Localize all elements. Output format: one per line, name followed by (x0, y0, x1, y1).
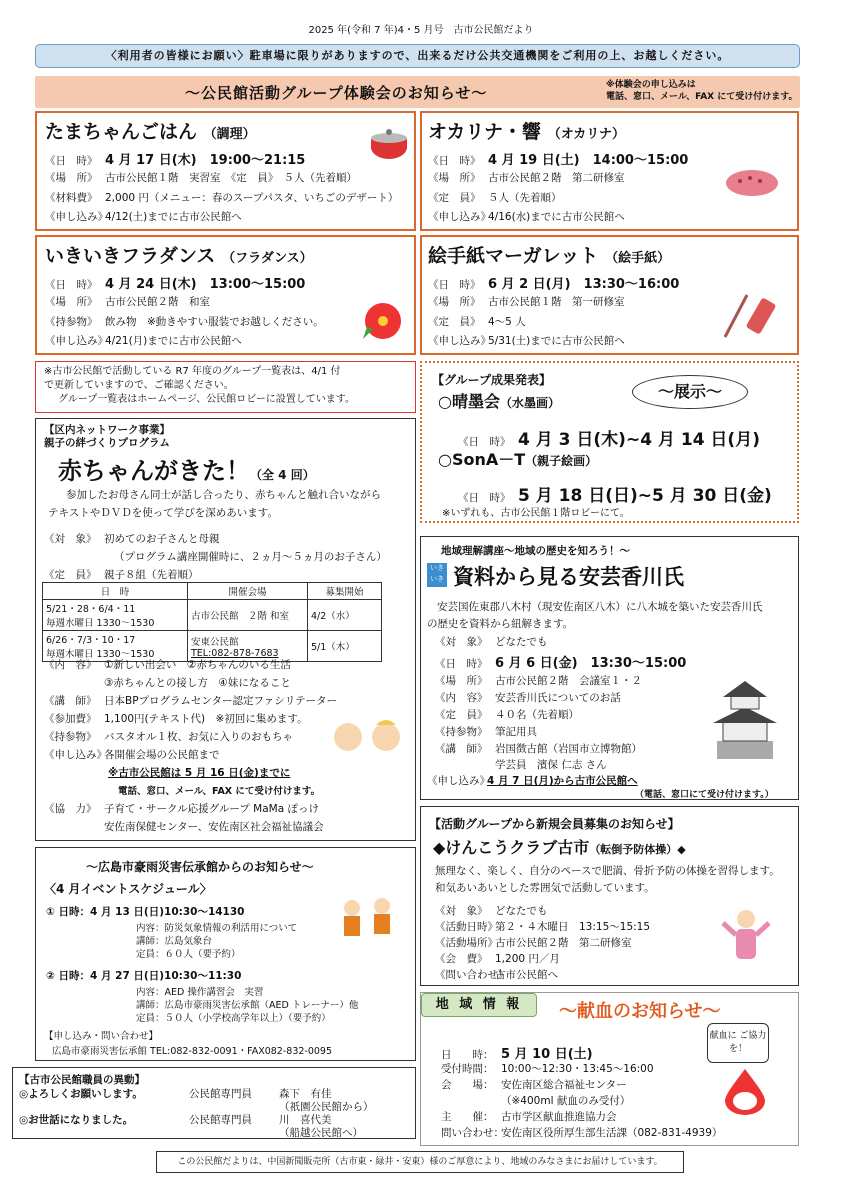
staff-r1b: 公民館専門員 (189, 1088, 252, 1100)
tama-section (35, 111, 416, 231)
ocarina-date: 《日 時》 4 月 19 日(土) 14:00～15:00 (428, 153, 689, 168)
tama-apply: 《申し込み》4/12(土)までに古市公民館へ (45, 211, 242, 223)
blood-host: 主 催： 古市学区献血推進協力会 (441, 1111, 617, 1123)
hula-date: 《日 時》 4 月 24 日(木) 13:00～15:00 (45, 277, 306, 292)
event2-lecturer: 講師：広島市豪雨災害伝承館（AED トレーナー）他 (136, 1000, 359, 1011)
kenko-contact: 《問い合わせ》古市公民館へ (435, 969, 558, 981)
blood-contact: 問い合わせ：安佐南区役所厚生部生活課（082-831-4939） (441, 1127, 723, 1139)
baby-content: 《内 容》 ①新しい出会い ②赤ちゃんのいる生活 (44, 659, 291, 671)
newsletter-header: 2025 年(令和 7 年)4・5 月号 古市公民館だより (308, 25, 534, 36)
tama-fee: 《材料費》 2,000 円（メニュー：春のスープパスタ、いちごのデザート） (45, 192, 399, 204)
staff-r1c: 森下 有佳 (279, 1088, 332, 1100)
hula-apply: 《申し込み》4/21(月)までに古市公民館へ (45, 335, 242, 347)
baby-target2: （プログラム講座開催時に、２ヵ月～５ヵ月のお子さん） (114, 551, 387, 563)
staff-r1d: （祇園公民館から） (279, 1101, 374, 1113)
staff-r2a: ◎お世話になりました。 (19, 1114, 134, 1126)
baby-lecturer: 《講 師》 日本BPプログラムセンター認定ファシリテーター (44, 695, 338, 707)
ocarina-title: オカリナ・響 （オカリナ） (428, 121, 626, 143)
etegami-date: 《日 時》 6 月 2 日(月) 13:30～16:00 (428, 277, 680, 292)
etegami-apply: 《申し込み》5/31(土)までに古市公民館へ (428, 335, 625, 347)
baby-sub: 親子の絆づくりプログラム (44, 437, 170, 449)
kenko-place: 《活動場所》古市公民館２階 第二研修室 (435, 937, 632, 949)
baby-target: 《対 象》 初めてのお子さんと母親 (44, 533, 220, 545)
exhibition-g1: ○晴墨会（水墨画） (438, 392, 560, 411)
kenko-fee: 《会 費》 1,200 円／月 (435, 953, 560, 965)
local-info-tag: 地 域 情 報 (421, 993, 537, 1017)
baby-intro2: テキストやＤＶＤを使って学びを深めあいます。 (48, 507, 278, 519)
staff-r2c: 川 喜代美 (279, 1114, 332, 1126)
etegami-capacity: 《定 員》 4～5 人 (428, 316, 526, 328)
tama-place: 《場 所》 古市公民館１階 実習室 《定 員》 ５人（先着順） (45, 172, 357, 184)
ocarina-capacity: 《定 員》 ５人（先着順） (428, 192, 562, 204)
baby-apply: 《申し込み》各開催会場の公民館まで (44, 749, 220, 761)
baby-coop2: 安佐南保健センター、安佐南区社会福祉協議会 (104, 821, 324, 833)
kenko-intro2: 和気あいあいとした雰囲気で活動しています。 (435, 882, 655, 894)
kenko-section (420, 806, 799, 986)
history-intro2: の歴史を資料から紐解きます。 (427, 618, 574, 630)
brush-paint-icon (717, 291, 777, 341)
exercise-woman-icon (721, 907, 771, 977)
banner-note: ※体験会の申し込みは 電話、窓口、メール、FAX にて受け付けます。 (606, 80, 798, 102)
blood-title: ～献血のお知らせ～ (559, 1001, 721, 1022)
tama-title: たまちゃんごはん （調理） (45, 121, 256, 143)
baby-program-section (35, 418, 416, 841)
footer-note: この公民館だよりは、中国新聞販売所（古市東・緑井・安東）様のご厚意により、地域のみなさまにお届けしています。 (156, 1151, 684, 1173)
staff-r1a: ◎よろしくお願いします。 (19, 1088, 143, 1100)
baby-apply3: 電話、窓口、メール、FAX にて受け付けます。 (118, 786, 321, 797)
blood-date: 日 時： 5 月 10 日(土) (441, 1047, 593, 1062)
hula-items: 《持参物》 飲み物 ※動きやすい服装でお越しください。 (45, 316, 324, 328)
staff-r2b: 公民館専門員 (189, 1114, 252, 1126)
baby-fee: 《参加費》 1,100円(テキスト代) ※初回に集めます。 (44, 713, 308, 725)
baby-content2: ③赤ちゃんとの接し方 ④妹になること (104, 677, 291, 689)
blood-venue: 会 場： 安佐南区総合福祉センター (441, 1079, 627, 1091)
hula-place: 《場 所》 古市公民館２階 和室 (45, 296, 210, 308)
baby-schedule-table: 日 時 開催会場 募集開始 5/21・28・6/4・11 毎週水曜日 1330～1530 古市公民館 ２階 和室 4/2（水） 6/26・7/3・10・17 毎週木曜日 1330～1530 安東公民館 TEL:082-878-7683 5/1（木） (42, 582, 382, 662)
blood-time: 受付時間： 10:00～12:30・13:45～16:00 (441, 1063, 654, 1075)
event2-capacity: 定員：５０人（小学校高学年以上）（要予約） (136, 1013, 331, 1024)
history-section (420, 536, 799, 800)
group-list-note: ※古市公民館で活動している R7 年度のグループ一覧表は、4/1 付 で更新していますので、ご確認ください。 グループ一覧表はホームページ、公民館ロビーに設置しています。 (35, 361, 416, 413)
hibiscus-icon (359, 299, 407, 343)
exhibition-header: 【グループ成果発表】 (432, 373, 552, 387)
baby-coop: 《協 力》 子育て・サークル応援グループ MaMa ぽっけ (44, 803, 320, 815)
blood-section (420, 992, 799, 1146)
babies-icon (328, 715, 408, 759)
history-intro1: 安芸国佐東郡八木村（現安佐南区八木）に八木城を築いた安芸香川氏 (437, 601, 763, 613)
history-target: 《対 象》 どなたでも (435, 636, 548, 648)
kenko-title: ◆けんこうクラブ古市（転倒予防体操）◆ (433, 838, 686, 857)
parking-notice: 〈利用者の皆様にお願い〉駐車場に限りがありますので、出来るだけ公共交通機関をご利用の上、お越しください。 (35, 44, 800, 68)
baby-tag: 【区内ネットワーク事業】 (44, 424, 170, 436)
exhibition-bubble: ～展示～ (632, 375, 748, 409)
exhibition-note: ※いずれも、古市公民館１階ロビーにて。 (442, 508, 630, 519)
ikiiki-icon: いき いき (427, 563, 447, 587)
ocarina-place: 《場 所》 古市公民館２階 第二研修室 (428, 172, 625, 184)
exhibition-g2: ○SonA－T（親子絵画） (438, 450, 598, 469)
exhibition-section (420, 361, 799, 523)
kids-rescue-icon (336, 892, 406, 948)
history-date: 《日 時》 6 月 6 日(金) 13:30～15:00 (435, 656, 687, 671)
history-lecturer: 《講 師》 岩国徴古館（岩国市立博物館） (435, 743, 642, 755)
history-apply2: （電話、窓口にて受け付けます。） (635, 790, 774, 800)
ocarina-icon (722, 163, 782, 203)
staff-section (12, 1067, 416, 1139)
blood-drop-mascot-icon (721, 1067, 769, 1115)
etegami-section (420, 235, 799, 355)
event1-capacity: 定員：６０人（要予約） (136, 949, 241, 960)
ocarina-section (420, 111, 799, 231)
hula-section (35, 235, 416, 355)
baby-capacity: 《定 員》 親子８組（先着順） (44, 569, 199, 581)
kenko-target: 《対 象》 どなたでも (435, 905, 548, 917)
history-lecturer2: 学芸員 濱保 仁志 さん (495, 759, 607, 771)
kenko-head: 【活動グループから新規会員募集のお知らせ】 (429, 817, 680, 831)
staff-title: 【古市公民館職員の異動】 (19, 1074, 145, 1086)
history-apply: 《申し込み》4 月 7 日(月)から古市公民館へ (427, 775, 638, 787)
kenko-datetime: 《活動日時》第２・４木曜日 13:15～15:15 (435, 921, 651, 933)
history-items: 《持参物》 筆記用具 (435, 726, 537, 738)
exhibition-d1: 《日 時》 4 月 3 日(木)~4 月 14 日(月) (458, 430, 760, 450)
baby-apply2: ※古市公民館は 5 月 16 日(金)までに (108, 767, 291, 779)
disaster-contact: 広島市豪雨災害伝承館 TEL:082-832-0091・FAX082-832-0095 (52, 1046, 333, 1057)
event2-content: 内容：AED 操作講習会 実習 (136, 987, 264, 998)
blood-bubble: 献血に ご協力を！ (707, 1023, 769, 1063)
disaster-contact-head: 【申し込み・問い合わせ】 (44, 1031, 159, 1042)
staff-r2d: （船越公民館へ） (279, 1127, 363, 1139)
disaster-schedule: 〈4 月イベントスケジュール〉 (44, 882, 212, 896)
history-title: 資料から見る安芸香川氏 (453, 565, 684, 589)
etegami-place: 《場 所》 古市公民館１階 第一研修室 (428, 296, 625, 308)
blood-venue2: （※400ml 献血のみ受付） (501, 1095, 631, 1107)
baby-title: 赤ちゃんがきた！（全 4 回） (58, 457, 315, 485)
etegami-title: 絵手紙マーガレット （絵手紙） (428, 245, 671, 267)
event2-date: ② 日時：4 月 27 日(日)10:30～11:30 (46, 970, 242, 982)
activity-banner (35, 76, 800, 108)
history-tag: 地域理解講座～地域の歴史を知ろう！～ (441, 545, 630, 557)
disaster-section (35, 847, 416, 1061)
hula-title: いきいきフラダンス （フラダンス） (45, 245, 313, 267)
history-capacity: 《定 員》 ４０名（先着順） (435, 709, 579, 721)
kenko-intro1: 無理なく、楽しく、自分のペースで肥満、骨折予防の体操を習得します。 (435, 865, 780, 877)
castle-icon (707, 671, 783, 761)
history-content: 《内 容》 安芸香川氏についてのお話 (435, 692, 621, 704)
history-place: 《場 所》 古市公民館２階 会議室１・２ (435, 675, 642, 687)
baby-items: 《持参物》 バスタオル１枚、お気に入りのおもちゃ (44, 731, 293, 743)
baby-intro1: 参加したお母さん同士が話し合ったり、赤ちゃんと触れ合いながら (66, 489, 381, 501)
disaster-title: ～広島市豪雨災害伝承館からのお知らせ～ (86, 860, 314, 874)
banner-title: ～公民館活動グループ体験会のお知らせ～ (185, 84, 488, 102)
event1-content: 内容：防災気象情報の利活用について (136, 923, 298, 934)
pot-icon (367, 121, 411, 165)
event1-date: ① 日時：4 月 13 日(日)10:30～14130 (46, 906, 245, 918)
exhibition-d2: 《日 時》 5 月 18 日(日)~5 月 30 日(金) (458, 486, 772, 506)
tama-date: 《日 時》 4 月 17 日(木) 19:00～21:15 (45, 153, 306, 168)
event1-lecturer: 講師：広島気象台 (136, 936, 213, 947)
ocarina-apply: 《申し込み》4/16(水)までに古市公民館へ (428, 211, 625, 223)
